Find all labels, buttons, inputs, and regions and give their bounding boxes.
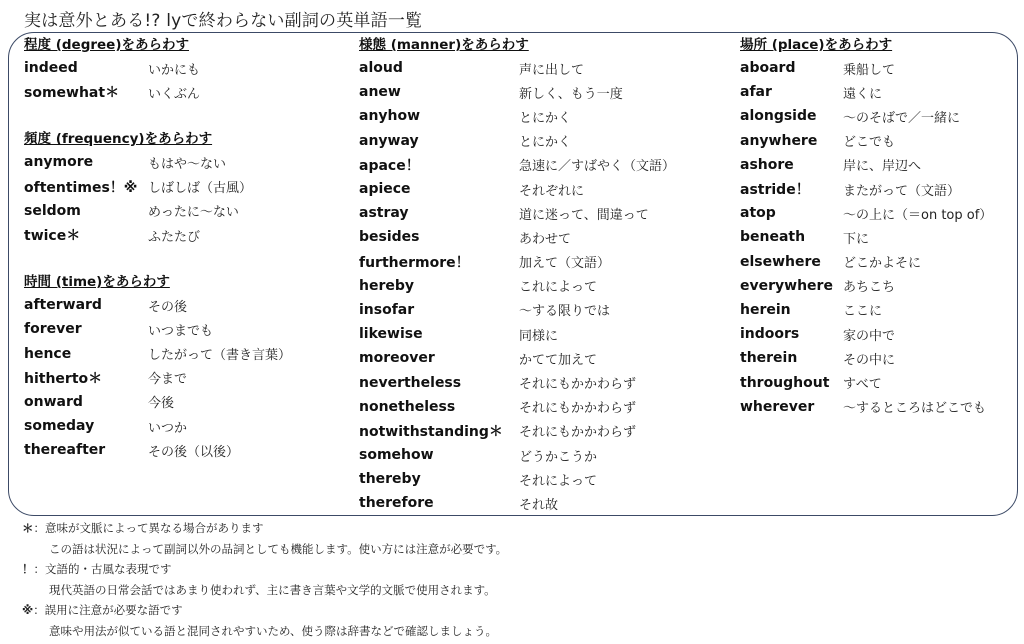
- word: someday: [24, 418, 95, 435]
- table-row: [740, 250, 1015, 274]
- word: thereby: [359, 471, 421, 488]
- meaning: またがって（文語）: [843, 183, 961, 199]
- word: atop: [740, 205, 776, 222]
- section-heading-degree: 程度 (degree)をあらわす: [24, 37, 189, 53]
- column-right: [740, 34, 1015, 419]
- word: aloud: [359, 60, 403, 77]
- meaning: いくぶん: [148, 86, 201, 102]
- table-row: [359, 225, 729, 249]
- table-row: [24, 438, 344, 462]
- section-spacer: [24, 247, 344, 271]
- meaning: 急速に／すばやく（文語）: [519, 159, 676, 175]
- table-row: [359, 346, 729, 370]
- table-row: [740, 298, 1015, 322]
- word: apace！: [359, 157, 420, 174]
- table-row: [359, 370, 729, 394]
- word: hence: [24, 345, 72, 362]
- table-row: [740, 322, 1015, 346]
- meaning: これによって: [519, 280, 598, 296]
- table-row: [359, 104, 729, 128]
- word: astride！: [740, 182, 810, 199]
- table-row: [24, 150, 344, 174]
- table-row: [740, 177, 1015, 201]
- word: indoors: [740, 326, 800, 343]
- meaning: それぞれに: [519, 183, 585, 199]
- meaning: 道に迷って、間違って: [519, 207, 649, 223]
- word: aboard: [740, 60, 796, 77]
- word: onward: [24, 393, 83, 410]
- reference-mark: ※: [22, 603, 34, 617]
- word: besides: [359, 229, 420, 246]
- word: insofar: [359, 301, 415, 318]
- table-row: [24, 342, 344, 366]
- table-row: [359, 250, 729, 274]
- word: indeed: [24, 60, 78, 77]
- table-row: [24, 223, 344, 247]
- table-row: [24, 199, 344, 223]
- meaning: ～するところはどこでも: [843, 401, 987, 417]
- meaning: 今まで: [148, 372, 188, 388]
- meaning: 声に出して: [519, 62, 585, 78]
- meaning: ～のそばで／一緒に: [843, 110, 961, 126]
- word: twice＊: [24, 228, 81, 245]
- word: thereafter: [24, 442, 106, 459]
- meaning: ～する限りでは: [519, 304, 611, 320]
- word: wherever: [740, 398, 815, 415]
- section-spacer: [24, 104, 344, 128]
- section-heading-place: 場所 (place)をあらわす: [740, 37, 893, 53]
- table-row: [359, 201, 729, 225]
- table-row: [740, 129, 1015, 153]
- meaning: その後: [148, 299, 188, 315]
- word: somehow: [359, 447, 434, 464]
- word: alongside: [740, 108, 817, 125]
- word: oftentimes！※: [24, 179, 138, 196]
- table-row: [359, 419, 729, 443]
- meaning: いつか: [148, 420, 188, 436]
- meaning: すべて: [843, 377, 882, 393]
- note-detail: この語は状況によって副詞以外の品詞としても機能します。使い方には注意が必要です。: [49, 541, 508, 556]
- table-row: [359, 322, 729, 346]
- table-row: [740, 153, 1015, 177]
- word: astray: [359, 205, 409, 222]
- table-row: [24, 390, 344, 414]
- word: anyway: [359, 132, 419, 149]
- meaning: とにかく: [519, 110, 572, 126]
- note-label: ：意味が文脈によって異なる場合があります: [33, 521, 264, 535]
- column-middle: [359, 34, 729, 516]
- table-row: [740, 274, 1015, 298]
- table-row: [359, 274, 729, 298]
- table-row: [24, 175, 344, 199]
- meaning: どうかこうか: [519, 449, 598, 465]
- meaning: したがって（書き言葉）: [148, 348, 292, 364]
- table-row: [740, 201, 1015, 225]
- note-label: ：文語的・古風な表現です: [33, 562, 172, 576]
- table-row: [24, 56, 344, 80]
- word: herein: [740, 301, 791, 318]
- meaning: その後（以後）: [148, 444, 240, 460]
- meaning: いかにも: [148, 62, 201, 78]
- table-row: [359, 298, 729, 322]
- meaning: その中に: [843, 352, 896, 368]
- word: seldom: [24, 202, 81, 219]
- page-title: 実は意外とある!? lyで終わらない副詞の英単語一覧: [24, 11, 423, 31]
- column-left: [24, 34, 344, 462]
- table-row: [359, 443, 729, 467]
- table-row: [740, 225, 1015, 249]
- table-row: [359, 153, 729, 177]
- table-row: [24, 293, 344, 317]
- meaning: 同様に: [519, 328, 559, 344]
- meaning: あちこち: [843, 280, 896, 296]
- meaning: いつまでも: [148, 323, 214, 339]
- word: somewhat＊: [24, 85, 120, 102]
- word: anew: [359, 84, 401, 101]
- table-row: [740, 370, 1015, 394]
- note-label: ：誤用に注意が必要な語です: [33, 603, 183, 617]
- word: afar: [740, 84, 772, 101]
- table-row: [359, 395, 729, 419]
- note-detail: 現代英語の日常会話ではあまり使われず、主に書き言葉や文学的文脈で使用されます。: [49, 582, 496, 597]
- word: nonetheless: [359, 398, 456, 415]
- meaning: しばしば（古風）: [148, 181, 253, 197]
- table-row: [24, 317, 344, 341]
- word: moreover: [359, 350, 435, 367]
- section-heading-frequency: 頻度 (frequency)をあらわす: [24, 131, 213, 148]
- meaning: 岸に、岸辺へ: [843, 159, 922, 175]
- meaning: あわせて: [519, 231, 572, 247]
- meaning: どこでも: [843, 135, 896, 151]
- word: throughout: [740, 374, 830, 391]
- meaning: 今後: [148, 396, 175, 412]
- meaning: それにもかかわらず: [519, 401, 637, 417]
- exclamation-mark: ！: [22, 562, 34, 576]
- table-row: [24, 414, 344, 438]
- meaning: 家の中で: [843, 328, 896, 344]
- word: elsewhere: [740, 253, 821, 270]
- table-row: [740, 104, 1015, 128]
- word: hitherto＊: [24, 370, 103, 387]
- word: ashore: [740, 156, 794, 173]
- meaning: ふたたび: [148, 229, 201, 245]
- meaning: ～の上に（＝on top of）: [843, 207, 993, 223]
- table-row: [359, 491, 729, 515]
- table-row: [24, 366, 344, 390]
- table-row: [740, 346, 1015, 370]
- word: anywhere: [740, 132, 818, 149]
- note-detail: 意味や用法が似ている語と混同されやすいため、使う際は辞書などで確認しましょう。: [49, 623, 498, 638]
- meaning: どこかよそに: [843, 256, 922, 272]
- meaning: めったに～ない: [148, 205, 239, 221]
- meaning: 下に: [843, 231, 870, 247]
- note-exclamation: [22, 559, 1012, 580]
- word: forever: [24, 321, 82, 338]
- meaning: もはや～ない: [148, 156, 227, 172]
- section-heading-time: 時間 (time)をあらわす: [24, 274, 170, 291]
- table-row: [359, 467, 729, 491]
- asterisk-mark: ＊: [22, 521, 34, 535]
- meaning: それにもかかわらず: [519, 425, 637, 441]
- table-row: [740, 80, 1015, 104]
- meaning: 加えて（文語）: [519, 256, 611, 272]
- word: anymore: [24, 154, 94, 171]
- word: nevertheless: [359, 374, 462, 391]
- word: furthermore！: [359, 254, 470, 271]
- word: beneath: [740, 229, 806, 246]
- note-reference: [22, 600, 1012, 621]
- word: therefore: [359, 495, 434, 512]
- meaning: ここに: [843, 304, 883, 320]
- table-row: [24, 80, 344, 104]
- meaning: 新しく、もう一度: [519, 86, 623, 102]
- meaning: とにかく: [519, 135, 572, 151]
- word: anyhow: [359, 108, 421, 125]
- meaning: かてて加えて: [519, 352, 598, 368]
- word: therein: [740, 350, 798, 367]
- meaning: それ故: [519, 497, 559, 513]
- table-row: [359, 80, 729, 104]
- meaning: それにもかかわらず: [519, 377, 637, 393]
- table-row: [740, 56, 1015, 80]
- meaning: 遠くに: [843, 86, 883, 102]
- table-row: [359, 56, 729, 80]
- word: hereby: [359, 277, 415, 294]
- table-row: [359, 177, 729, 201]
- meaning: 乗船して: [843, 62, 896, 78]
- legend-notes: [22, 518, 1012, 641]
- word: everywhere: [740, 277, 833, 294]
- word: notwithstanding＊: [359, 423, 503, 440]
- word: afterward: [24, 297, 102, 314]
- meaning: それによって: [519, 473, 598, 489]
- table-row: [740, 395, 1015, 419]
- word: apiece: [359, 181, 411, 198]
- word: likewise: [359, 326, 423, 343]
- section-heading-manner: 様態 (manner)をあらわす: [359, 37, 529, 53]
- note-asterisk: [22, 518, 1012, 539]
- table-row: [359, 129, 729, 153]
